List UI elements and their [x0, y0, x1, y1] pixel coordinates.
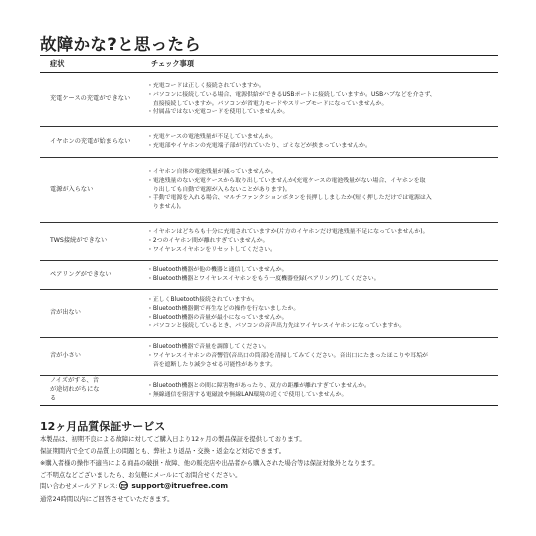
reply-note: 通常24時間以内にご回答させていただきます。 — [40, 496, 174, 503]
table-row — [40, 376, 498, 406]
header-check: チェック事項 — [147, 56, 498, 73]
check-item: ・充電ケースの電池残量が不足していませんか。 — [147, 134, 277, 141]
check-item: ・無線通信を阻害する電磁波や無線LAN環境の近くで使用していませんか。 — [147, 391, 348, 398]
symptom-cell: 充電ケースの充電ができない — [40, 73, 147, 127]
symptom-cell: ノイズがする、音が途切れがちになる — [40, 376, 147, 406]
check-item: ・Bluetooth機器とワイヤレスイヤホンをもう一度機器登録(ペアリング)してください。 — [147, 276, 380, 282]
checks-cell — [147, 376, 498, 406]
support-email[interactable]: support@itruefree.com — [131, 481, 229, 490]
table-row — [40, 223, 498, 261]
check-item: ・正しくBluetooth接続されていますか。 — [147, 296, 259, 303]
checks-cell — [147, 158, 498, 223]
symptom-cell: 音が小さい — [40, 338, 147, 376]
table-row — [40, 338, 498, 376]
symptom-cell: イヤホンの充電が始まらない — [40, 127, 147, 158]
checks-cell — [147, 338, 498, 376]
check-item: ・Bluetooth機器の音量が最小になっていませんか。 — [147, 314, 288, 321]
check-item: ・ワイヤレスイヤホンをリセットしてください。 — [147, 246, 277, 253]
table-row — [40, 261, 498, 290]
table-row — [40, 290, 498, 338]
checks-cell — [147, 223, 498, 261]
check-item: ・ワイヤレスイヤホンの音響管(音出口の筒部)を清掃してみてください。音出口にたまったほこりや耳垢が — [147, 353, 428, 360]
check-item: り出しても自動で電源が入らないことがあります)。 — [147, 186, 291, 193]
check-item: ・付属品ではない充電コードを使用していませんか。 — [147, 109, 289, 116]
checks-cell — [147, 73, 498, 127]
warranty-text-line: ※購入者様の操作不適当による商品の破損・故障、他の販売店や出品者から購入された場合等は保証対象外となります。 — [40, 460, 379, 467]
check-item: ・パソコンと接続しているとき、パソコンの音声出力先はワイヤレスイヤホンになっていますか。 — [147, 323, 406, 330]
check-item: ・電池残量のない充電ケースから取り出していませんか(充電ケースの電池残量がない場合、イヤホンを取 — [147, 177, 426, 184]
check-item: ・Bluetooth機器との間に障害物があったり、双方の距離が離れすぎていませんか。 — [147, 382, 370, 389]
symptom-cell: 電源が入らない — [40, 158, 147, 223]
symptom-cell: ペアリングができない — [40, 261, 147, 290]
check-item: ・手動で電源を入れる場合、マルチファンクションボタンを長押ししましたか(短く押しただけでは電源は入 — [147, 195, 432, 202]
table-row — [40, 73, 498, 127]
checks-cell — [147, 127, 498, 158]
warranty-text-line: 本製品は、初期不良による故障に対してご購入日より12ヶ月の製品保証を提供しております。 — [40, 436, 306, 443]
check-item: ・Bluetooth機器が他の機器と通信していませんか。 — [147, 267, 288, 274]
symptom-cell: TWS接続ができない — [40, 223, 147, 261]
check-item: ・イヤホンはどちらも十分に充電されていますか(片方のイヤホンだけ電池残量不足になっていませんか)。 — [147, 229, 429, 236]
check-item: ・パソコンに接続している場合、電源供給ができるUSBポートに接続していますか。USBハブなどを介さず、 — [147, 91, 436, 98]
table-row — [40, 127, 498, 158]
page-title: 故障かな?と思ったら — [40, 35, 202, 54]
mail-label: 問い合わせメールアドレス: — [40, 483, 118, 490]
warranty-title: 12ヶ月品質保証サービス — [40, 420, 166, 433]
check-item: 直接接続していますか。パソコンが省電力モードやスリープモードになっていませんか。 — [147, 100, 388, 107]
check-item: ・充電コードは正しく接続されていますか。 — [147, 82, 265, 89]
check-item: りません)。 — [147, 204, 185, 211]
checks-cell — [147, 261, 498, 290]
table-row — [40, 158, 498, 223]
contact-email-line — [40, 481, 228, 490]
envelope-icon — [119, 481, 128, 490]
warranty-text-line: ご不明点などございましたら、お気軽にメールにてお問合せください。 — [40, 472, 242, 479]
symptom-cell: 音が出ない — [40, 290, 147, 338]
check-item: ・Bluetooth機器で音量を調節してください。 — [147, 344, 270, 351]
checks-cell — [147, 290, 498, 338]
table-header-row — [40, 56, 498, 73]
check-item: 音を遮断したり減少させる可能性があります。 — [147, 361, 277, 368]
check-item: ・充電部やイヤホンの充電端子部が汚れていたり、ゴミなどが挟まっていませんか。 — [147, 143, 371, 149]
header-symptom: 症状 — [40, 56, 147, 73]
check-item: ・Bluetooth機器側で再生などの操作を行ないましたか。 — [147, 305, 300, 312]
warranty-text-line: 保証期間内で全ての品質上の問題とも、弊社より返品・交換・返金など対応できます。 — [40, 448, 286, 455]
troubleshooting-table — [40, 55, 498, 406]
check-item: ・2つのイヤホン間が離れすぎていませんか。 — [147, 238, 269, 245]
check-item: ・イヤホン自体の電池残量が減っていませんか。 — [147, 168, 277, 175]
